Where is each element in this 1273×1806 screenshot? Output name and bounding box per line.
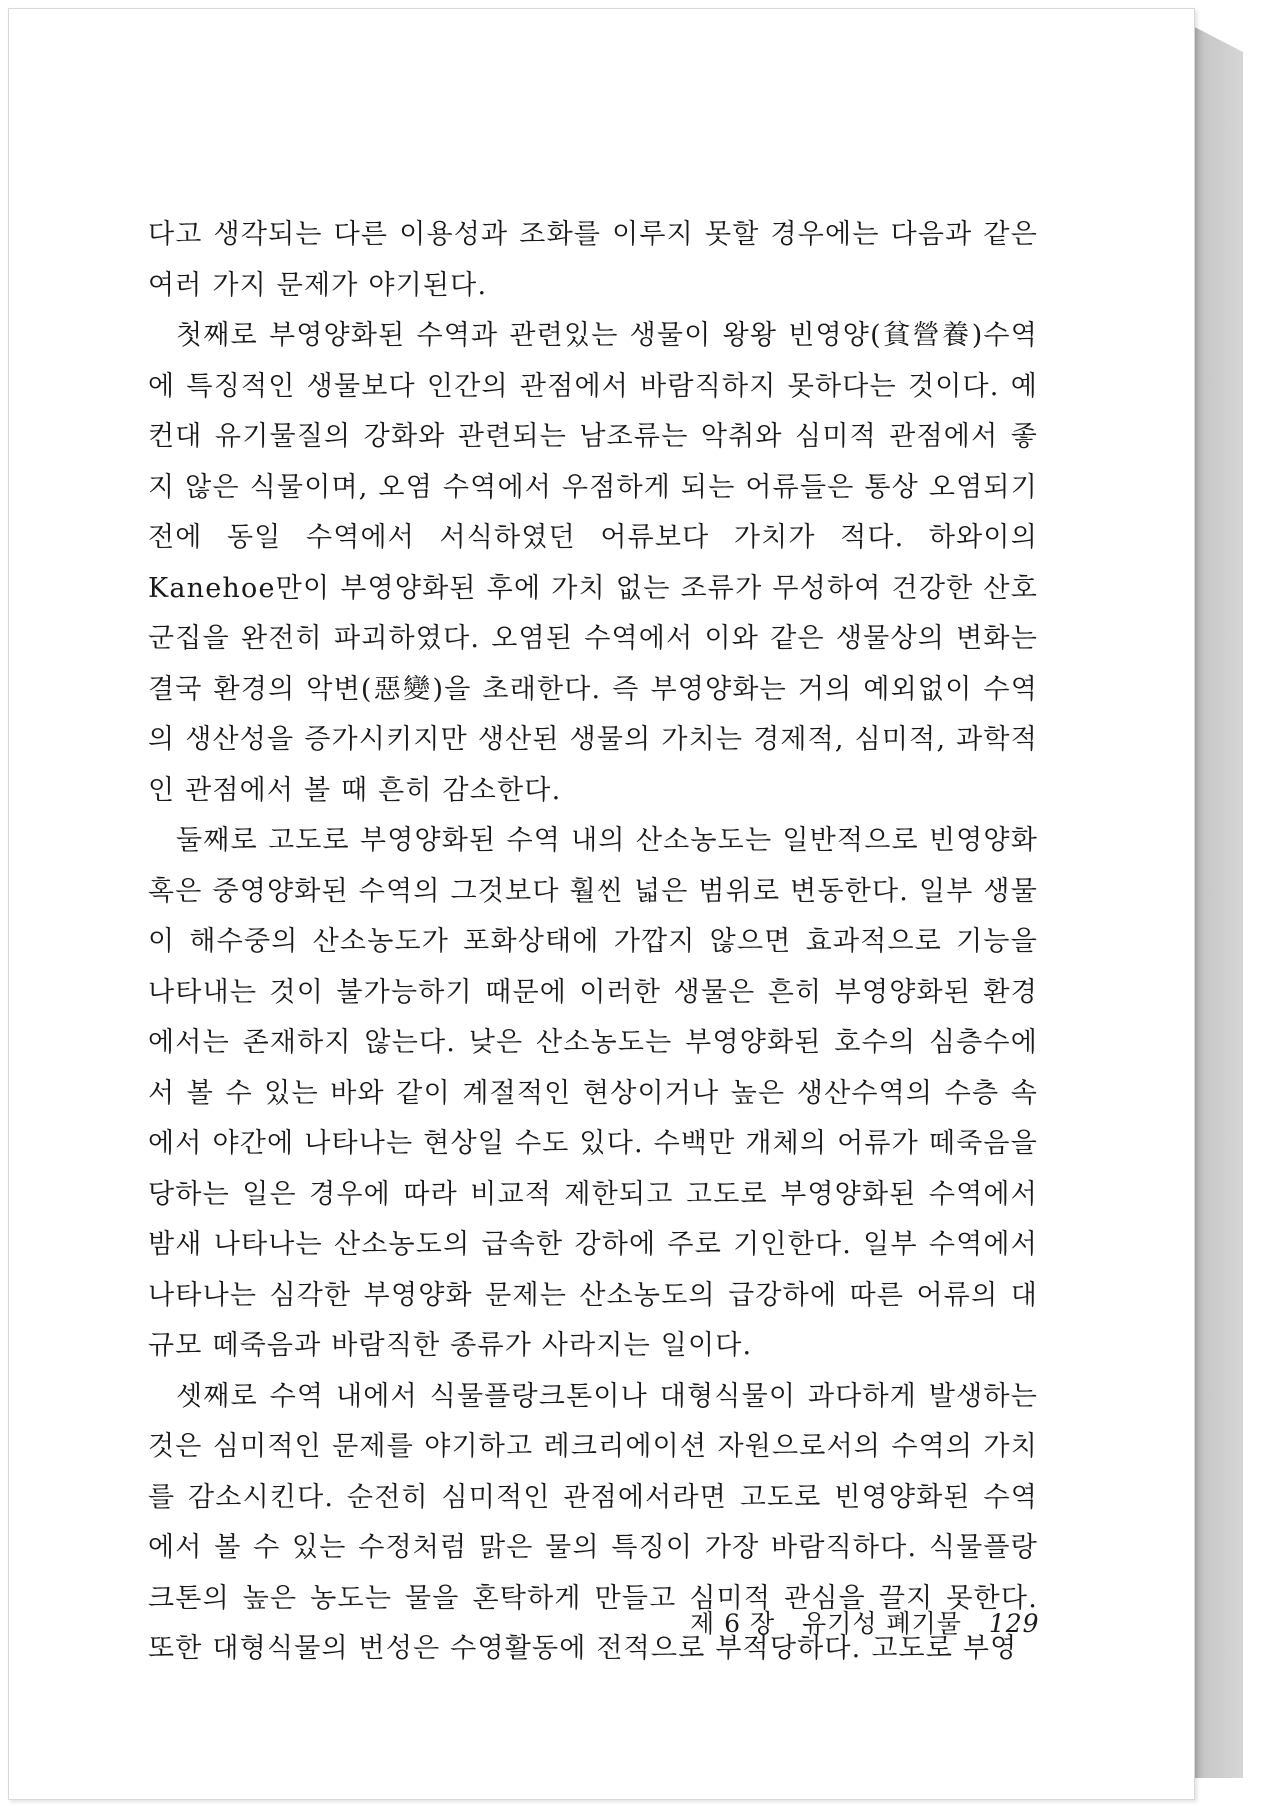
page-footer xyxy=(690,1604,1050,1640)
paragraph-4: 셋째로 수역 내에서 식물플랑크톤이나 대형식물이 과다하게 발생하는 것은 심미적인 문제를 야기하고 레크리에이션 자원으로서의 수역의 가치를 감소시킨다. 순전히 심미적인 관점에서라면 고도로 빈영양화된 수역에서 볼 수 있는 수정처럼 맑은 물의 특징이 가장 바람직하다. 식물플랑크톤의 높은 농도는 물을 혼탁하게 만들고 심미적 관심을 끌지 못한다. 또한 대형식물의 번성은 수영활동에 전적으로 부적당하다. 고도로 부영 xyxy=(148,1380,1038,1664)
paragraph-2: 첫째로 부영양화된 수역과 관련있는 생물이 왕왕 빈영양(貧營養)수역에 특징적인 생물보다 인간의 관점에서 바람직하지 못하다는 것이다. 예컨대 유기물질의 강화와 관련되는 남조류는 악취와 심미적 관점에서 좋지 않은 식물이며, 오염 수역에서 우점하게 되는 어류들은 통상 오염되기 전에 동일 수역에서 서식하였던 어류보다 가치가 적다. 하와이의 Kanehoe만이 부영양화된 후에 가치 없는 조류가 무성하여 건강한 산호군집을 완전히 파괴하였다. 오염된 수역에서 이와 같은 생물상의 변화는 결국 환경의 악변(惡變)을 초래한다. 즉 부영양화는 거의 예외없이 수역의 생산성을 증가시키지만 생산된 생물의 가치는 경제적, 심미적, 과학적인 관점에서 볼 때 흔히 감소한다. xyxy=(148,320,1038,806)
paragraph-3: 둘째로 고도로 부영양화된 수역 내의 산소농도는 일반적으로 빈영양화 혹은 중영양화된 수역의 그것보다 훨씬 넓은 범위로 변동한다. 일부 생물이 해수중의 산소농도가 포화상태에 가깝지 않으면 효과적으로 기능을 나타내는 것이 불가능하기 때문에 이러한 생물은 흔히 부영양화된 환경에서는 존재하지 않는다. 낮은 산소농도는 부영양화된 호수의 심층수에서 볼 수 있는 바와 같이 계절적인 현상이거나 높은 생산수역의 수층 속에서 야간에 나타나는 현상일 수도 있다. 수백만 개체의 어류가 떼죽음을 당하는 일은 경우에 따라 비교적 제한되고 고도로 부영양화된 수역에서 밤새 나타나는 산소농도의 급속한 강하에 주로 기인한다. 일부 수역에서 나타나는 심각한 부영양화 문제는 산소농도의 급강하에 따른 어류의 대규모 떼죽음과 바람직한 종류가 사라지는 일이다. xyxy=(148,825,1038,1361)
paragraph-1: 다고 생각되는 다른 이용성과 조화를 이루지 못할 경우에는 다음과 같은 여러 가지 문제가 야기된다. xyxy=(148,219,1038,301)
footer-chapter: 제 6 장 xyxy=(690,1609,776,1638)
page-number: 129 xyxy=(988,1609,1040,1638)
footer-chapter-title: 유기성 폐기물 xyxy=(802,1609,962,1638)
page-body xyxy=(148,210,1038,1675)
